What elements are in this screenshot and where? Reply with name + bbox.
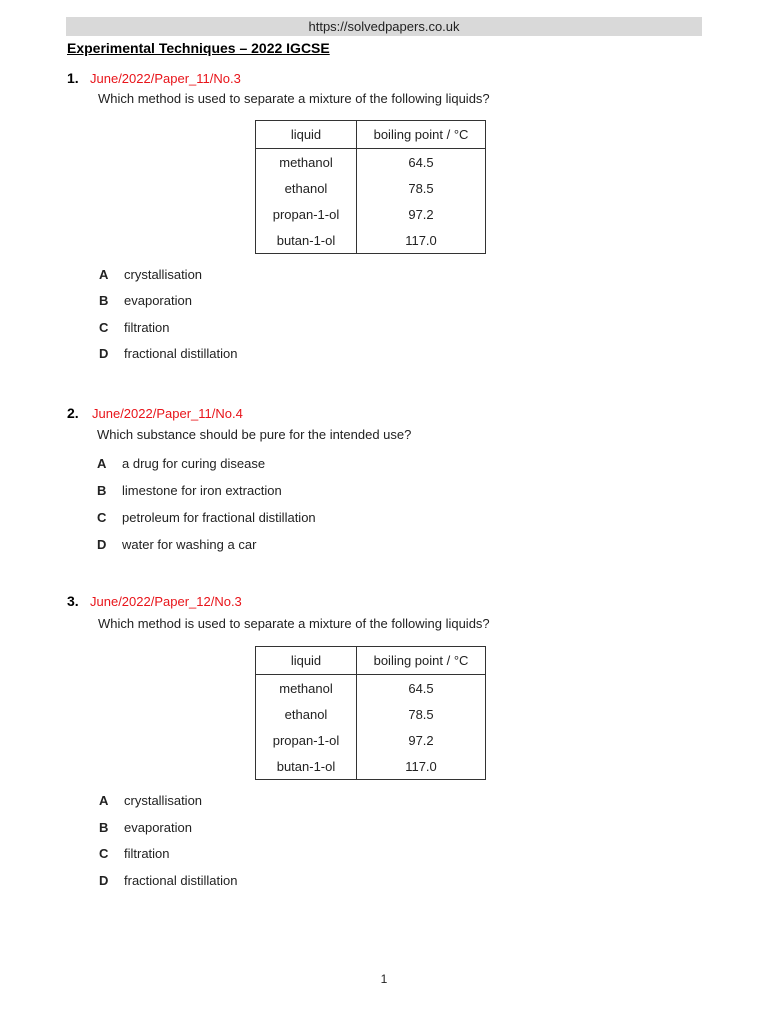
table-row (256, 701, 486, 727)
table-row (256, 753, 486, 780)
url-header (66, 17, 702, 36)
table-header: boiling point / °C (357, 647, 486, 675)
table-cell: 117.0 (357, 753, 486, 780)
option-text: filtration (124, 846, 170, 861)
table-cell: methanol (256, 675, 357, 702)
table-cell: ethanol (256, 701, 357, 727)
option-letter: A (99, 267, 109, 282)
table-header-row (256, 121, 486, 149)
table-row (256, 175, 486, 201)
question-1-reference: June/2022/Paper_11/No.3 (90, 71, 241, 86)
document-title: Experimental Techniques – 2022 IGCSE (67, 40, 330, 56)
table-header: liquid (256, 121, 357, 149)
url-text: https://solvedpapers.co.uk (308, 19, 460, 34)
table-cell: butan-1-ol (256, 227, 357, 254)
table-row (256, 227, 486, 254)
option-letter: D (99, 873, 109, 888)
table-cell: 97.2 (357, 727, 486, 753)
table-cell: methanol (256, 149, 357, 176)
table-cell: propan-1-ol (256, 727, 357, 753)
option-text: evaporation (124, 293, 192, 308)
option-letter: A (99, 793, 109, 808)
table-header-row (256, 647, 486, 675)
table-cell: 78.5 (357, 175, 486, 201)
table-header: liquid (256, 647, 357, 675)
table-row (256, 149, 486, 176)
table-cell: butan-1-ol (256, 753, 357, 780)
question-1-number: 1. (67, 70, 79, 86)
table-cell: 64.5 (357, 675, 486, 702)
option-letter: B (99, 820, 109, 835)
option-letter: B (99, 293, 109, 308)
table-cell: propan-1-ol (256, 201, 357, 227)
option-text: fractional distillation (124, 346, 238, 361)
option-text: a drug for curing disease (122, 456, 266, 471)
table-header: boiling point / °C (357, 121, 486, 149)
option-text: filtration (124, 320, 170, 335)
question-3-number: 3. (67, 593, 79, 609)
table-row (256, 675, 486, 702)
table-cell: 78.5 (357, 701, 486, 727)
question-2-number: 2. (67, 405, 79, 421)
question-3-table (255, 646, 486, 780)
question-3-reference: June/2022/Paper_12/No.3 (90, 594, 242, 609)
option-text: fractional distillation (124, 873, 238, 888)
option-letter: D (99, 346, 109, 361)
option-text: limestone for iron extraction (122, 483, 282, 498)
table-cell: 97.2 (357, 201, 486, 227)
table-cell: ethanol (256, 175, 357, 201)
table-row (256, 727, 486, 753)
question-1-text: Which method is used to separate a mixture of the following liquids? (98, 91, 490, 106)
option-letter: A (97, 456, 107, 471)
option-text: water for washing a car (122, 537, 257, 552)
option-text: crystallisation (124, 793, 203, 808)
option-letter: C (99, 320, 109, 335)
option-text: evaporation (124, 820, 192, 835)
page-number: 1 (380, 972, 388, 986)
option-text: petroleum for fractional distillation (122, 510, 316, 525)
option-letter: C (97, 510, 107, 525)
table-cell: 117.0 (357, 227, 486, 254)
option-letter: C (99, 846, 109, 861)
question-2-reference: June/2022/Paper_11/No.4 (92, 406, 243, 421)
table-cell: 64.5 (357, 149, 486, 176)
option-letter: D (97, 537, 107, 552)
question-2-text: Which substance should be pure for the intended use? (97, 427, 412, 442)
question-3-text: Which method is used to separate a mixture of the following liquids? (98, 616, 490, 631)
question-1-table (255, 120, 486, 254)
option-text: crystallisation (124, 267, 203, 282)
table-row (256, 201, 486, 227)
option-letter: B (97, 483, 107, 498)
